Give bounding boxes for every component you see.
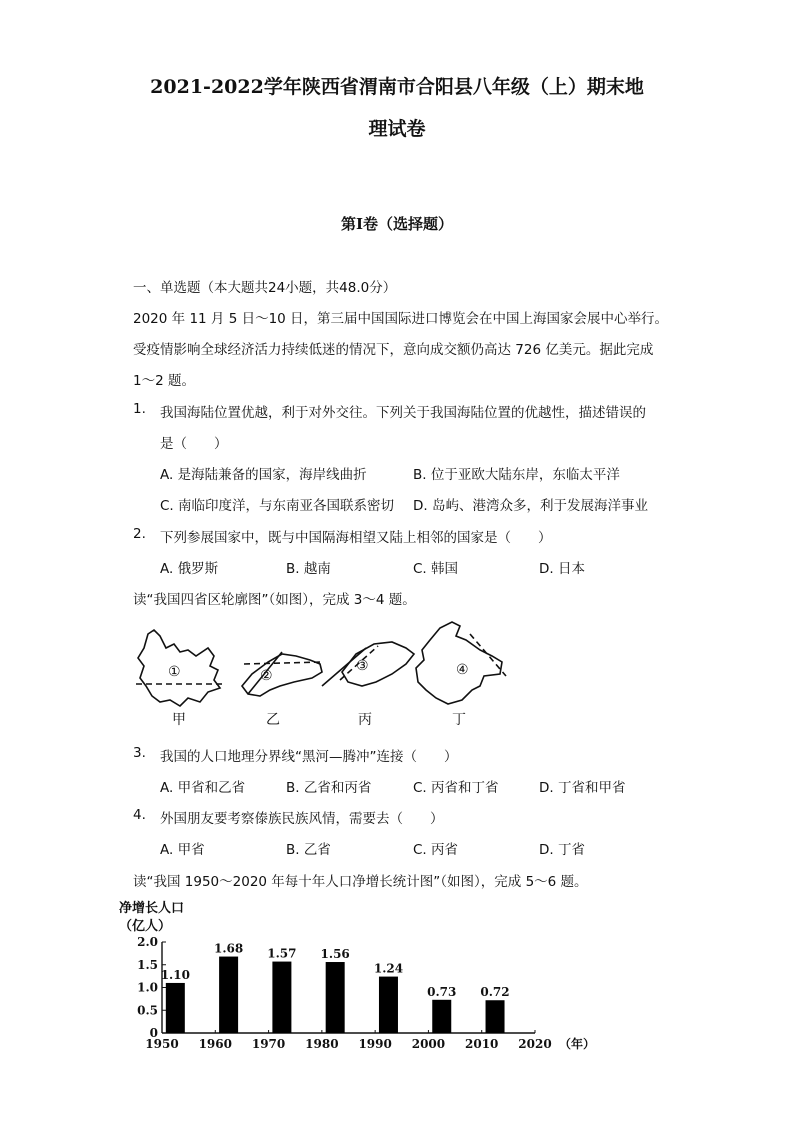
chart-value-label: 1.10 — [160, 967, 190, 982]
population-growth-chart — [115, 898, 595, 1056]
q1-option-d[interactable]: D. 岛屿、港湾众多，利于发展海洋事业 — [413, 498, 648, 514]
map-number-2: ② — [260, 668, 273, 684]
chart-x-tick-label: 1990 — [358, 1037, 392, 1051]
chart-value-label: 1.56 — [320, 947, 350, 962]
intro2: 读“我国四省区轮廓图”（如图），完成 3～4 题。 — [133, 592, 416, 608]
q3-option-d[interactable]: D. 丁省和甲省 — [539, 780, 626, 796]
chart-x-tick-label: 2010 — [465, 1037, 499, 1051]
chart-x-tick-label: 1950 — [145, 1037, 179, 1051]
chart-x-tick-label: 1980 — [305, 1037, 339, 1051]
q3-option-c[interactable]: C. 丙省和丁省 — [413, 780, 499, 796]
q2-text: 下列参展国家中，既与中国隔海相望又陆上相邻的国家是（ ） — [160, 530, 552, 546]
q4-option-a[interactable]: A. 甲省 — [160, 842, 205, 858]
province-outline-bing — [342, 642, 414, 686]
intro1-line3: 1～2 题。 — [133, 373, 195, 389]
chart-y-tick-label: 0.5 — [137, 1003, 158, 1018]
map-label-jia: 甲 — [172, 712, 186, 728]
q3-text: 我国的人口地理分界线“黑河—腾冲”连接（ ） — [160, 749, 458, 765]
q1-option-c[interactable]: C. 南临印度洋，与东南亚各国联系密切 — [160, 498, 395, 514]
chart-x-axis-label: （年） — [559, 1037, 595, 1051]
province-outline-map — [130, 620, 520, 732]
q1-text-line1: 我国海陆位置优越，利于对外交往。下列关于我国海陆位置的优越性，描述错误的 — [160, 405, 646, 421]
chart-value-label: 0.73 — [427, 984, 457, 999]
chart-bar — [272, 962, 291, 1033]
exam-title-line1: 2021-2022学年陕西省渭南市合阳县八年级（上）期末地 — [150, 76, 644, 98]
province-outline-yi — [242, 654, 322, 696]
chart-y-tick-label: 1.5 — [137, 957, 158, 972]
q3-option-a[interactable]: A. 甲省和乙省 — [160, 780, 246, 796]
section-title: 第Ⅰ卷（选择题） — [340, 215, 454, 233]
chart-value-label: 0.72 — [480, 985, 510, 1000]
q2-option-b[interactable]: B. 越南 — [286, 561, 331, 577]
part-heading: 一、单选题（本大题共24小题，共48.0分） — [133, 280, 397, 296]
map-label-ding: 丁 — [452, 712, 466, 728]
chart-y-tick-label: 1.0 — [137, 980, 158, 995]
chart-bar — [379, 977, 398, 1033]
q2-option-c[interactable]: C. 韩国 — [413, 561, 459, 577]
chart-bar — [166, 983, 185, 1033]
map-number-1: ① — [168, 664, 181, 680]
q1-option-b[interactable]: B. 位于亚欧大陆东岸，东临太平洋 — [413, 467, 620, 483]
intro1-line2: 受疫情影响全球经济活力持续低迷的情况下，意向成交额仍高达 726 亿美元。据此完成 — [133, 342, 654, 358]
q4-number: 4. — [133, 807, 146, 823]
chart-x-tick-label: 2000 — [411, 1037, 446, 1051]
chart-y-tick-label: 2.0 — [137, 935, 158, 949]
q4-option-d[interactable]: D. 丁省 — [539, 842, 585, 858]
chart-x-tick-label: 1970 — [251, 1037, 286, 1051]
q1-option-a[interactable]: A. 是海陆兼备的国家，海岸线曲折 — [160, 467, 367, 483]
chart-value-label: 1.68 — [213, 941, 244, 956]
map-number-4: ④ — [456, 662, 469, 678]
chart-bar — [219, 957, 238, 1033]
chart-bar — [486, 1000, 505, 1033]
chart-bar — [326, 962, 345, 1033]
q3-number: 3. — [133, 745, 146, 761]
chart-bar — [432, 1000, 451, 1033]
q1-text-line2: 是（ ） — [160, 436, 228, 452]
q2-option-a[interactable]: A. 俄罗斯 — [160, 561, 219, 577]
map-label-bing: 丙 — [358, 712, 372, 728]
divider-yi — [244, 662, 324, 664]
chart-y-tick-label: 0 — [149, 1026, 158, 1040]
q4-text: 外国朋友要考察傣族民族风情，需要去（ ） — [160, 811, 444, 827]
map-number-3: ③ — [356, 658, 369, 674]
q3-option-b[interactable]: B. 乙省和丙省 — [286, 780, 372, 796]
chart-ylabel-line2: （亿人） — [119, 919, 172, 934]
q1-number: 1. — [133, 401, 146, 417]
intro1-line1: 2020 年 11 月 5 日～10 日，第三届中国国际进口博览会在中国上海国家会展中心举行。 — [133, 311, 669, 327]
q4-option-b[interactable]: B. 乙省 — [286, 842, 331, 858]
exam-title-line2: 理试卷 — [368, 118, 426, 140]
q2-option-d[interactable]: D. 日本 — [539, 561, 585, 577]
chart-x-tick-label: 2020 — [518, 1037, 552, 1051]
q4-option-c[interactable]: C. 丙省 — [413, 842, 459, 858]
chart-ylabel-line1: 净增长人口 — [119, 901, 185, 916]
chart-x-tick-label: 1960 — [198, 1037, 232, 1051]
q2-number: 2. — [133, 526, 146, 542]
chart-value-label: 1.24 — [373, 961, 404, 976]
map-label-yi: 乙 — [266, 712, 280, 728]
intro3: 读“我国 1950～2020 年每十年人口净增长统计图”（如图），完成 5～6 题。 — [133, 874, 588, 890]
chart-value-label: 1.57 — [267, 946, 297, 961]
